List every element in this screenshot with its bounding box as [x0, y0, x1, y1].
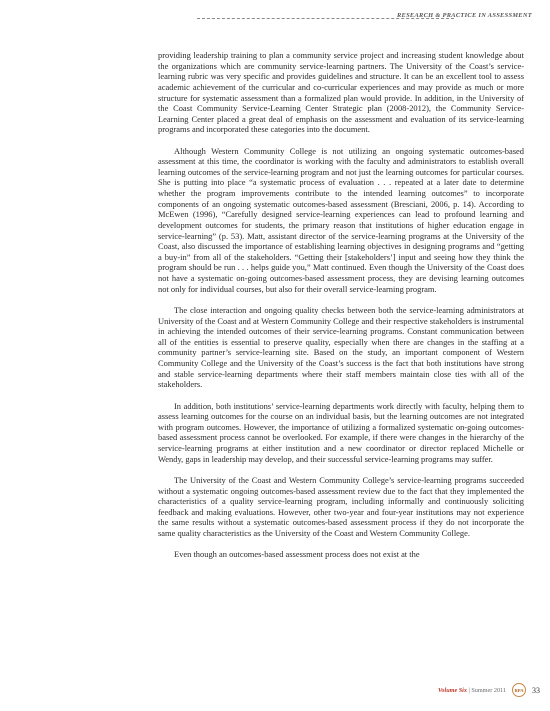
paragraph-1: providing leadership training to plan a community service project and increasing student knowledge about the organizations which are community service-learning partners. The University of the Coast’s service-learning rubric was very specific and provides guidelines and structure. It can be an excellent tool to assess academic achievement of the curricular and co-curricular experiences and may provide as much or more structure for systematic assessment than a formalized plan would provide. In addition, in the University of the Coast Community Service-Learning Center Strategic plan (2008-2012), the Community Service-Learning Center placed a great deal of emphasis on the assessment and evaluation of its service-learning programs and incorporated these categories into the document. — [158, 50, 524, 135]
journal-volume: Volume Six — [437, 686, 467, 694]
rpa-logo-icon: RPA — [512, 683, 526, 697]
paragraph-6: Even though an outcomes-based assessment process does not exist at the — [174, 549, 420, 560]
page-number: 33 — [532, 685, 540, 695]
issue-date: | Summer 2011 — [468, 686, 506, 694]
paragraph-2: Although Western Community College is not utilizing an ongoing systematic outcomes-based assessment at this time, the coordinator is working with the faculty and administrators to establish overall learning outcomes of the service-learning program and not just the learning outcomes for particular courses. She is putting into place “a systematic process of evaluation . . . repeated at a later date to determine whether the program improvements contribute to the intended learning outcomes” to incorporate components of an ongoing systematic outcomes-based assessment (Bresciani, 2006, p. 14). According to McEwen (1996), “Carefully designed service-learning experiences can lead to profound learning and development outcomes for students, the primary reason that institutions of higher education engage in service-learning” (p. 53). Matt, assistant director of the service-learning programs at the University of the Coast, also discussed the importance of establishing learning objectives in designing programs and “getting a buy-in” from all of the stakeholders. “Getting their [stakeholders’] input and seeing how they think the program should be run . . . helps guide you,” Matt continued. Even though the University of the Coast does not have a systematic on-going outcomes-based assessment process, they are devising learning outcomes not only for individual courses, but also for their overall service-learning program. — [158, 145, 524, 294]
paragraph-5: The University of the Coast and Western Community College’s service-learning programs succeeded without a systematic ongoing outcomes-based assessment review due to the fact that they implemented the characteristics of a quality service-learning program, including informally and continuously soliciting feedback and making evaluations. However, other two-year and four-year institutions may not experience the same results without a systematic outcomes-based assessment process if they do not incorporate the same quality characteristics as the University of the Coast and Western Community College. — [158, 474, 524, 538]
page-footer — [438, 683, 540, 697]
paragraph-4: In addition, both institutions’ service-learning departments work directly with faculty, helping them to assess learning outcomes for the course on an individual basis, but the learning outcomes are not integrated with program outcomes. However, the importance of utilizing a formalized systematic on-going outcomes-based assessment process cannot be overlooked. For example, if there were changes in the hierarchy of the service-learning programs at either institution and a new coordinator or director replaced Michelle or Wendy, gaps in leadership may develop, and their successful service-learning programs may suffer. — [158, 400, 524, 464]
running-header — [0, 12, 550, 24]
journal-issue — [438, 687, 506, 694]
section-title: RESEARCH & PRACTICE IN ASSESSMENT — [396, 12, 532, 19]
article-body — [158, 50, 524, 570]
paragraph-3: The close interaction and ongoing quality checks between both the service-learning administrators at University of the Coast and at Western Community College and their respective stakeholders is instrumental in achieving the intended outcomes of their service-learning programs. Constant communication between all of the entities is essential to preserve quality, especially when there are changes in the staffing at a community partner’s service-learning site. Based on the study, an important component of Western Community College and the University of the Coast’s success is the fact that both institutions have strong and stable service-learning departments where their staff members maintain close ties with all of the stakeholders. — [158, 304, 524, 390]
